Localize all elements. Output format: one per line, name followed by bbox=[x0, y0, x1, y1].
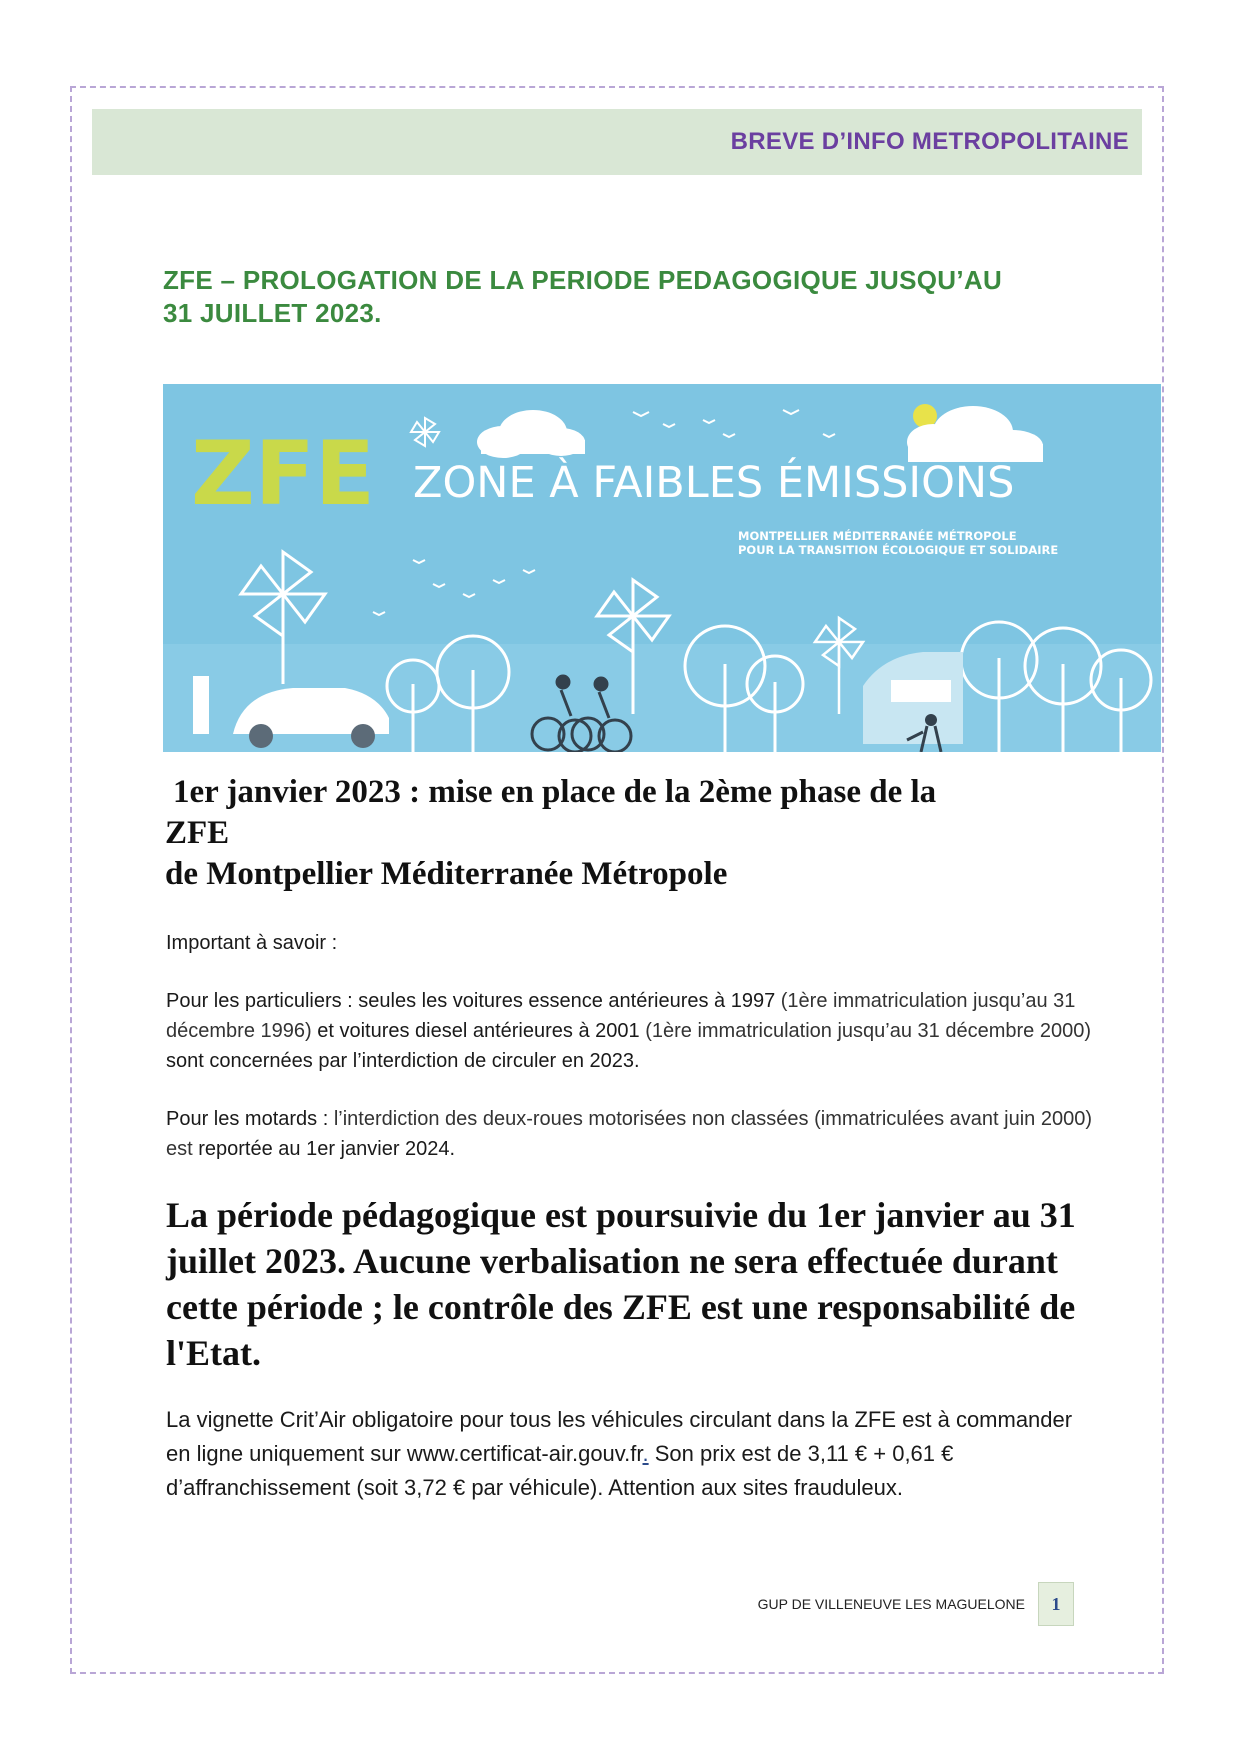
particuliers-paren1: (1ère immatriculation jusqu’au 31 décembre 1996) bbox=[166, 990, 1076, 1042]
motards-tail: reportée au 1er janvier 2024. bbox=[192, 1138, 456, 1160]
header-title: BREVE D’INFO METROPOLITAINE bbox=[730, 128, 1129, 155]
zfe-logo: ZFE bbox=[191, 422, 376, 525]
particuliers-paragraph bbox=[166, 986, 1096, 1076]
pedagogique-paragraph: La période pédagogique est poursuivie du 1er janvier au 31 juillet 2023. Aucune verbalisation ne sera effectuée durant cette période ; le contrôle des ZFE est une responsabilité de l'Etat. bbox=[166, 1195, 1076, 1373]
subhead-line3: de Montpellier Méditerranée Métropole bbox=[165, 856, 728, 892]
particuliers-mid: et voitures diesel antérieures à 2001 bbox=[311, 1020, 640, 1042]
zfe-illustration bbox=[163, 384, 1161, 752]
subhead-line1: 1er janvier 2023 : mise en place de la 2ème phase de la bbox=[173, 774, 937, 810]
page-number: 1 bbox=[1038, 1582, 1074, 1626]
particuliers-lead: Pour les particuliers : seules les voitures essence antérieures à 1997 bbox=[166, 990, 776, 1012]
particuliers-tail: sont concernées par l’interdiction de circuler en 2023. bbox=[166, 1050, 640, 1072]
headline bbox=[163, 264, 1093, 330]
particuliers-paren2: (1ère immatriculation jusqu’au 31 décembre 2000) bbox=[639, 1020, 1091, 1042]
banner-subtitle-line1: MONTPELLIER MÉDITERRANÉE MÉTROPOLE bbox=[738, 529, 1017, 543]
vignette-bold: La vignette Crit’Air obligatoire pour tous les véhicules circulant dans la ZFE est à commander en ligne uniquement sur www.certificat-air.gouv.fr bbox=[166, 1407, 1073, 1466]
footer-org: GUP DE VILLENEUVE LES MAGUELONE bbox=[757, 1596, 1025, 1612]
subhead-line2: ZFE bbox=[165, 815, 230, 851]
headline-line1: ZFE – PROLOGATION DE LA PERIODE PEDAGOGIQUE JUSQU’AU bbox=[163, 265, 1003, 295]
motards-text: l’interdiction des deux-roues motorisées non classées (immatriculées avant juin 2000) est bbox=[166, 1108, 1092, 1160]
banner-subtitle-line2: POUR LA TRANSITION ÉCOLOGIQUE ET SOLIDAIRE bbox=[738, 543, 1059, 557]
motards-paragraph bbox=[166, 1104, 1096, 1164]
headline-line2: 31 JUILLET 2023. bbox=[163, 298, 382, 328]
motards-lead: Pour les motards : bbox=[166, 1108, 329, 1130]
subhead bbox=[165, 772, 1125, 895]
zfe-banner-image bbox=[163, 384, 1161, 752]
vignette-rest: Son prix est de 3,11 € + 0,61 € d’affranchissement (soit 3,72 € par véhicule). Attention aux sites frauduleux. bbox=[166, 1441, 954, 1500]
vignette-link-dot[interactable]: . bbox=[642, 1441, 649, 1466]
vignette-paragraph bbox=[166, 1403, 1096, 1505]
banner-title: ZONE À FAIBLES ÉMISSIONS bbox=[413, 458, 1015, 508]
important-label: Important à savoir : bbox=[166, 932, 338, 954]
